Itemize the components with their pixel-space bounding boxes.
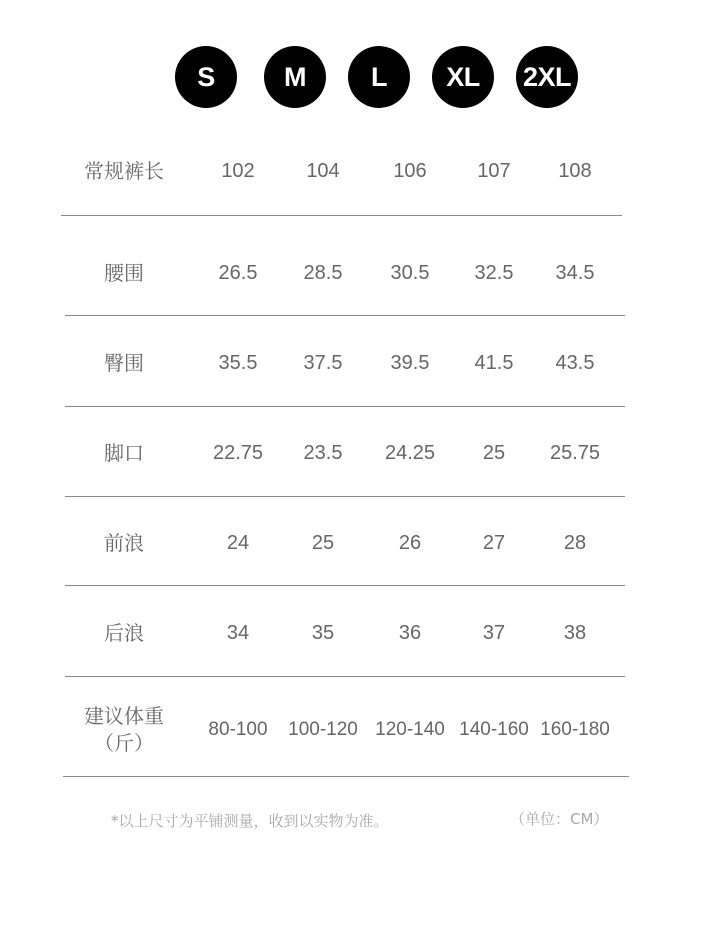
row-label: 脚口 [104,440,144,465]
table-cell: 36 [398,621,422,644]
table-row-hem [0,424,724,482]
size-xl-badge: XL [432,46,494,108]
table-cell: 23.5 [303,441,343,464]
row-label-unit: （斤） [94,731,154,755]
table-cell: 108 [558,159,592,182]
table-cell: 39.5 [390,351,430,374]
table-cell: 27 [482,531,506,554]
table-cell: 34.5 [555,261,595,284]
table-row-weight [0,694,724,766]
table-row-length [0,142,724,200]
table-cell: 32.5 [474,261,514,284]
table-row-hip [0,334,724,392]
row-divider [65,315,625,316]
table-cell: 41.5 [474,351,514,374]
table-cell: 140-160 [459,719,529,740]
row-divider [65,676,625,677]
measurement-note: *以上尺寸为平铺测量，收到以实物为准。 [111,812,389,830]
table-cell: 37 [482,621,506,644]
table-row-front-rise [0,514,724,572]
table-cell: 24.25 [384,441,436,464]
row-divider [63,776,629,777]
table-cell: 25.75 [549,441,601,464]
table-cell: 37.5 [303,351,343,374]
table-cell: 106 [393,159,427,182]
row-divider [61,215,622,216]
table-cell: 30.5 [390,261,430,284]
table-cell: 80-100 [208,719,268,740]
table-cell: 43.5 [555,351,595,374]
table-cell: 34 [226,621,250,644]
table-cell: 102 [221,159,255,182]
table-row-waist [0,244,724,302]
table-cell: 24 [226,531,250,554]
size-header [0,0,724,120]
table-cell: 25 [482,441,506,464]
table-cell: 35 [311,621,335,644]
table-cell: 22.75 [212,441,264,464]
size-l-badge: L [348,46,410,108]
row-label: 臀围 [104,350,144,375]
row-divider [65,585,625,586]
row-label: 前浪 [104,530,144,555]
size-m-badge: M [264,46,326,108]
table-cell: 38 [563,621,587,644]
table-cell: 26.5 [218,261,258,284]
table-cell: 25 [311,531,335,554]
row-divider [65,406,625,407]
table-cell: 35.5 [218,351,258,374]
row-label [62,694,186,766]
row-label: 腰围 [104,260,144,285]
table-cell: 104 [306,159,340,182]
unit-note: （单位：CM） [510,810,609,828]
table-cell: 26 [398,531,422,554]
table-cell: 107 [477,159,511,182]
row-label: 常规裤长 [84,158,164,183]
size-s-badge: S [175,46,237,108]
table-cell: 100-120 [288,719,358,740]
size-2xl-badge: 2XL [516,46,578,108]
table-row-back-rise [0,604,724,662]
table-cell: 160-180 [540,719,610,740]
table-cell: 120-140 [375,719,445,740]
table-cell: 28 [563,531,587,554]
row-label-line: 建议体重 [84,704,164,728]
row-divider [65,496,625,497]
table-cell: 28.5 [303,261,343,284]
row-label: 后浪 [104,620,144,645]
